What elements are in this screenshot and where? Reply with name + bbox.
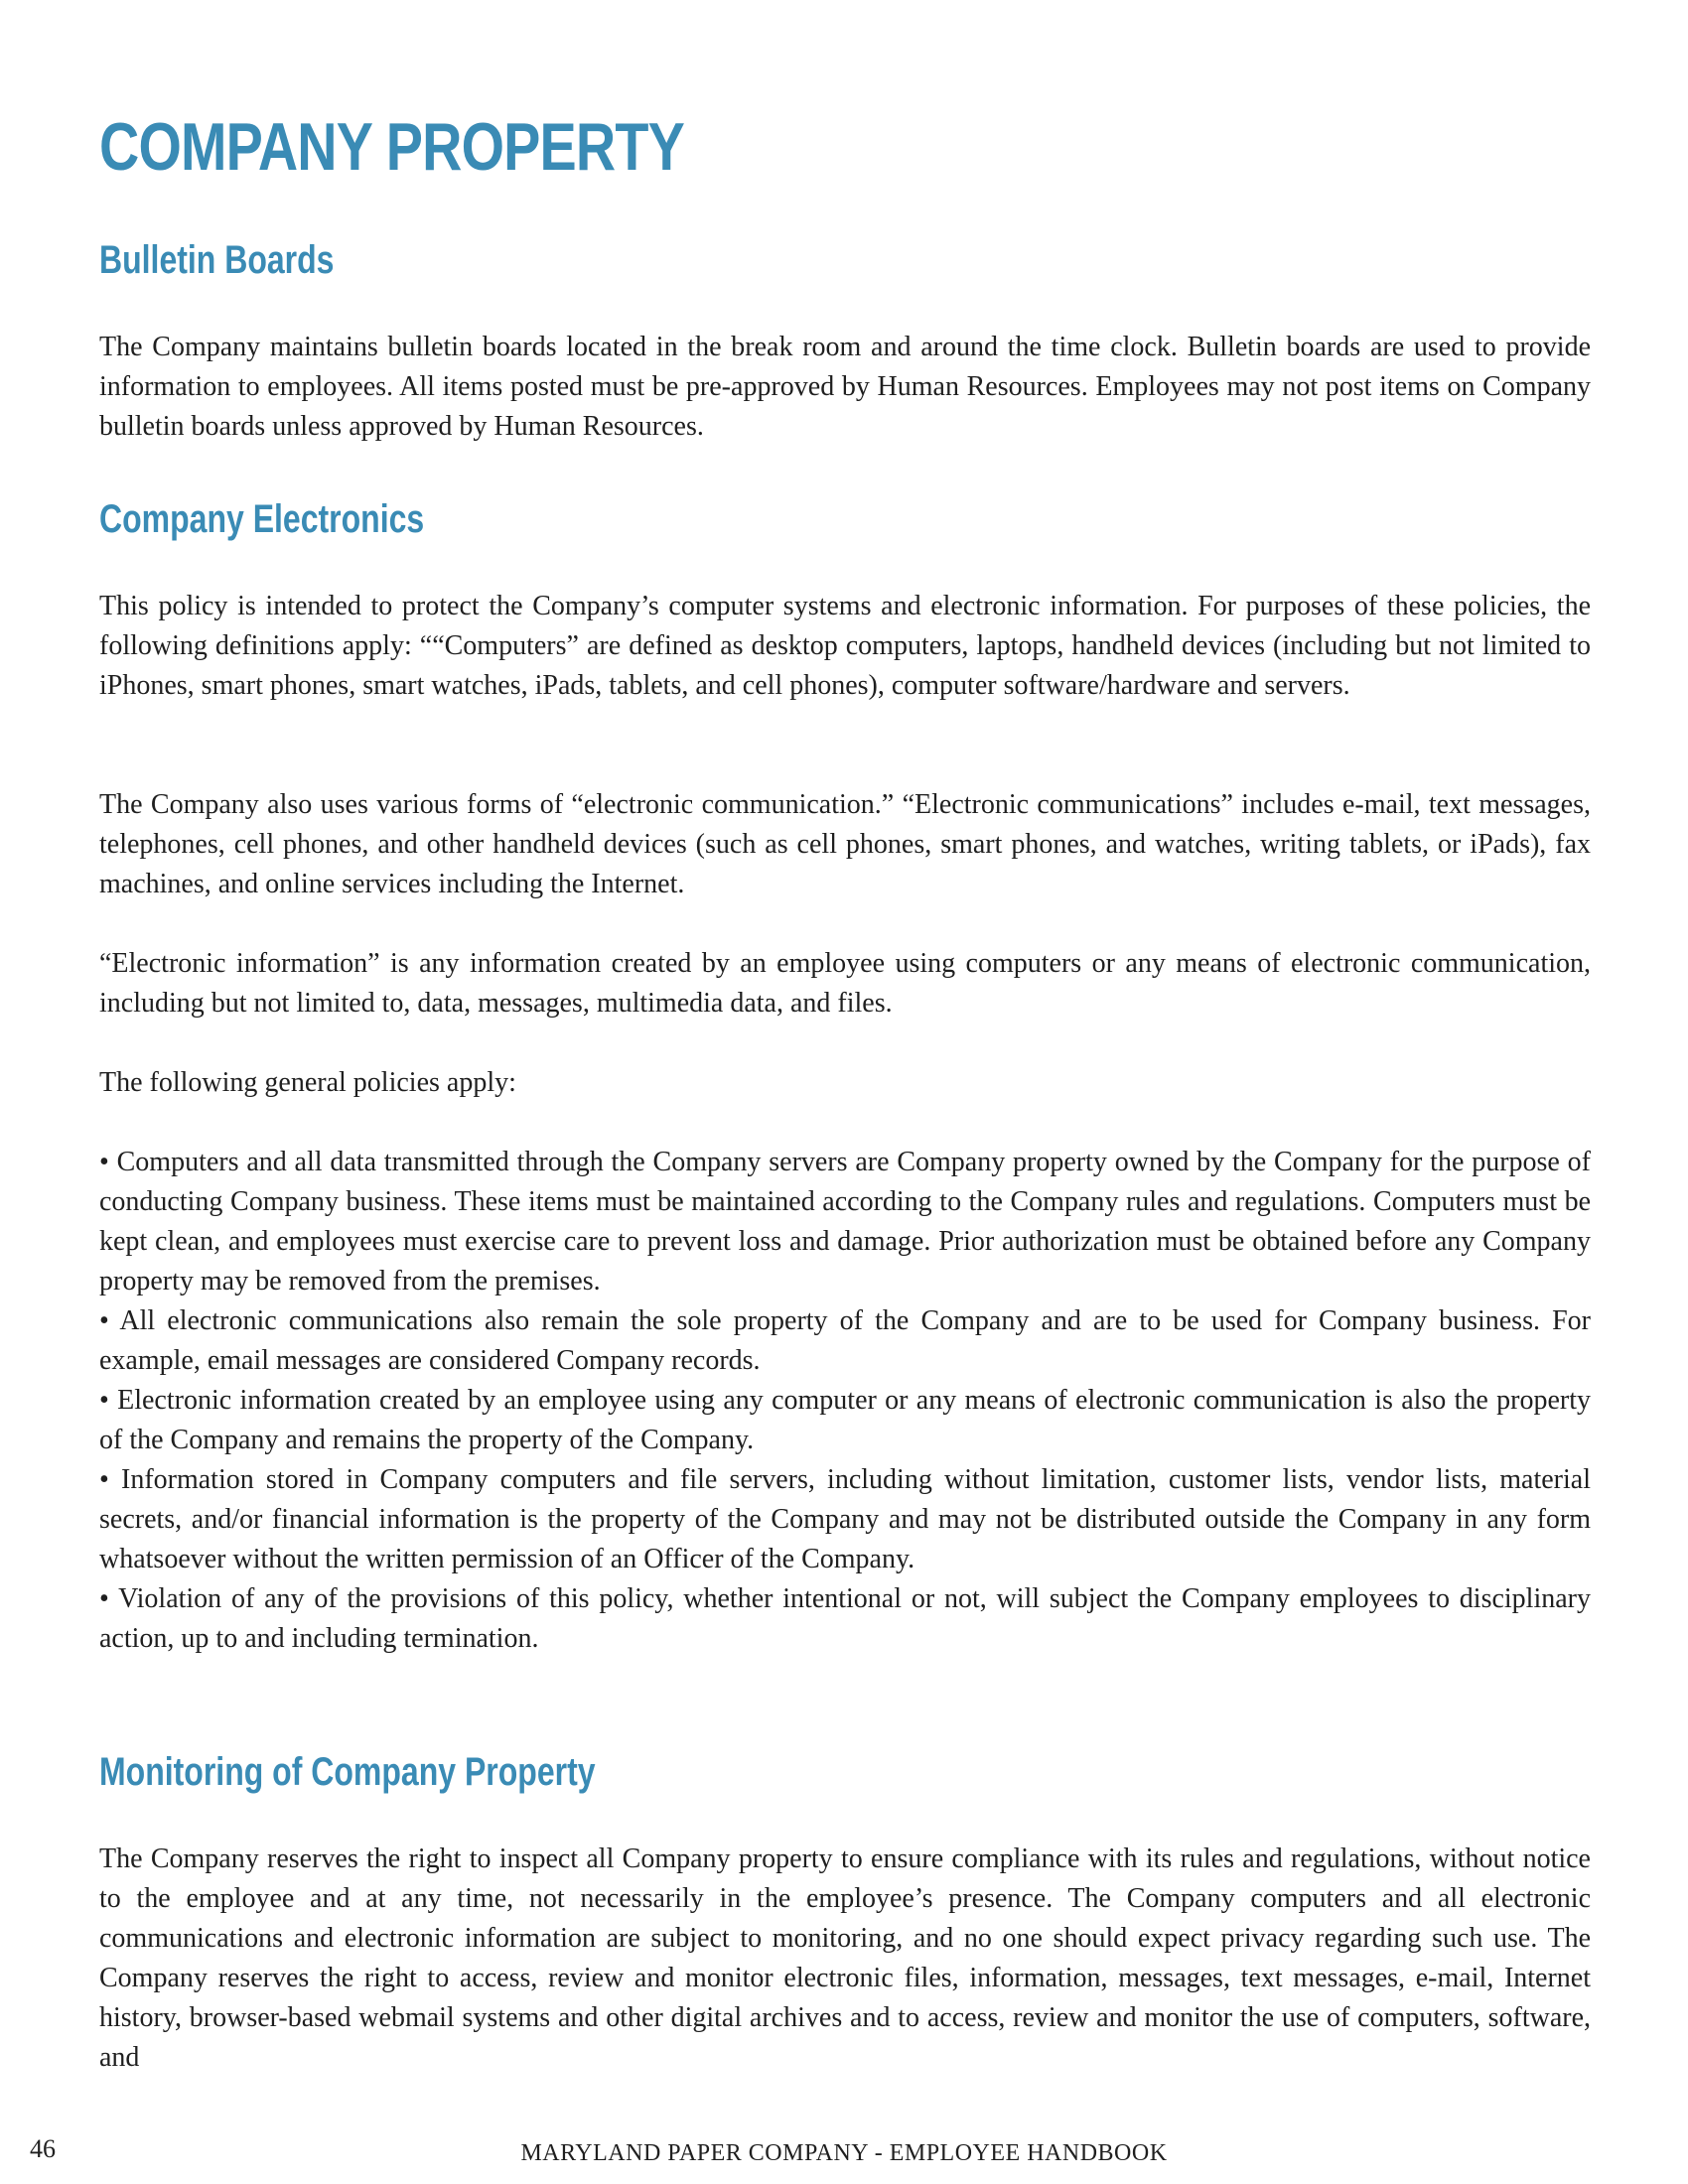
section-heading-bulletin-boards: Bulletin Boards	[99, 238, 335, 282]
list-item: • Electronic information created by an employee using any computer or any means of electronic communication is also the property of the Company and remains the property of the Company.	[99, 1385, 1591, 1455]
paragraph: The Company reserves the right to inspect all Company property to ensure compliance with its rules and regulations, without notice to the employee and at any time, not necessarily in the employee’s presence. The Company computers and all electronic communications and electronic information are subject to monitoring, and no one should expect privacy regarding such use. The Company reserves the right to access, review and monitor electronic files, information, messages, text messages, e-mail, Internet history, browser-based webmail systems and other digital archives and to access, review and monitor the use of computers, software, and	[99, 1843, 1591, 2073]
list-item: • Computers and all data transmitted through the Company servers are Company property owned by the Company for the purpose of conducting Company business. These items must be maintained according to the Company rules and regulations. Computers must be kept clean, and employees must exercise care to prevent loss and damage. Prior authorization must be obtained before any Company property may be removed from the premises.	[99, 1147, 1591, 1297]
electronics-information-paragraph	[99, 944, 1591, 1024]
paragraph: “Electronic information” is any information created by an employee using computers or any means of electronic communication, including but not limited to, data, messages, multimedia data, and files.	[99, 948, 1591, 1019]
footer-title: MARYLAND PAPER COMPANY - EMPLOYEE HANDBOOK	[520, 2140, 1168, 2166]
section-body-monitoring	[99, 1840, 1591, 2078]
list-item: • All electronic communications also remain the sole property of the Company and are to be used for Company business. For example, email messages are considered Company records.	[99, 1305, 1591, 1376]
section-heading-company-electronics: Company Electronics	[99, 497, 425, 541]
paragraph: The Company maintains bulletin boards located in the break room and around the time clock. Bulletin boards are used to provide information to employees. All items posted must be pre-approved by Human Resources. Employees may not post items on Company bulletin boards unless approved by Human Resources.	[99, 332, 1591, 442]
list-item: • Information stored in Company computers and file servers, including without limitation, customer lists, vendor lists, material secrets, and/or financial information is the property of the Company and may not be distributed outside the Company in any form whatsoever without the written permission of an Officer of the Company.	[99, 1464, 1591, 1574]
electronics-policy-list	[99, 1143, 1591, 1659]
page-title: COMPANY PROPERTY	[99, 109, 684, 185]
section-body-bulletin-boards	[99, 328, 1591, 447]
electronics-definition-paragraph	[99, 587, 1591, 706]
electronics-general-policies-intro	[99, 1063, 1591, 1103]
page-number: 46	[30, 2134, 56, 2163]
paragraph: This policy is intended to protect the Company’s computer systems and electronic information. For purposes of these policies, the following definitions apply: ““Computers” are defined as desktop computers, laptops, handheld devices (including but not limited to iPhones, smart phones, smart watches, iPads, tablets, and cell phones), computer software/hardware and servers.	[99, 591, 1591, 701]
section-heading-monitoring: Monitoring of Company Property	[99, 1750, 596, 1794]
electronics-communication-paragraph	[99, 785, 1591, 904]
paragraph: The Company also uses various forms of “electronic communication.” “Electronic communications” includes e-mail, text messages, telephones, cell phones, and other handheld devices (such as cell phones, smart phones, and watches, writing tablets, or iPads), fax machines, and online services including the Internet.	[99, 789, 1591, 899]
paragraph: The following general policies apply:	[99, 1067, 516, 1098]
list-item: • Violation of any of the provisions of this policy, whether intentional or not, will subject the Company employees to disciplinary action, up to and including termination.	[99, 1583, 1591, 1654]
